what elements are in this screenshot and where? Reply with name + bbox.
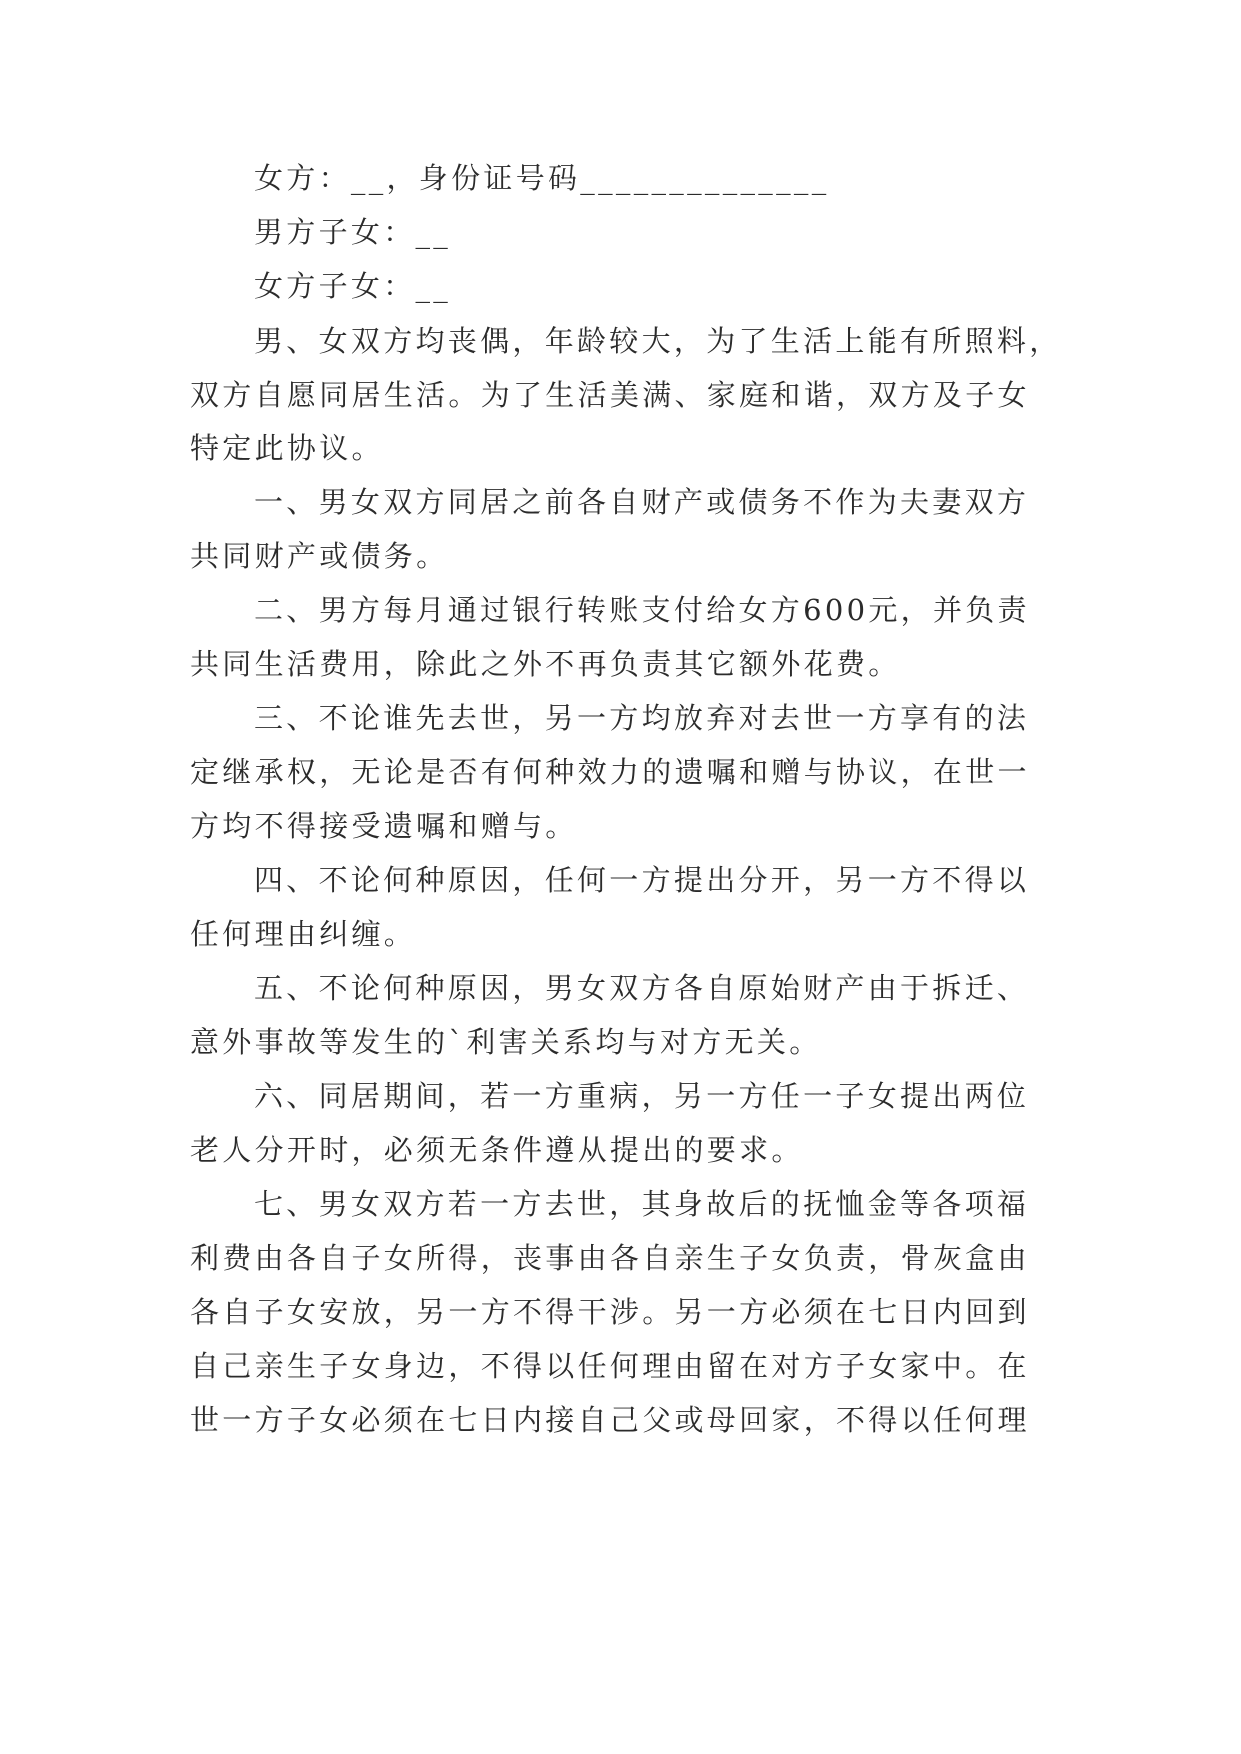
text-line-clause-4a: 四、不论何种原因，任何一方提出分开，另一方不得以 xyxy=(254,863,1030,897)
text-line-clause-3b: 定继承权，无论是否有何种效力的遗嘱和赠与协议，在世一 xyxy=(190,755,1030,789)
text-line-clause-2b: 共同生活费用，除此之外不再负责其它额外花费。 xyxy=(190,647,901,681)
text-line-clause-6a: 六、同居期间，若一方重病，另一方任一子女提出两位 xyxy=(254,1079,1030,1113)
text-line-clause-6b: 老人分开时，必须无条件遵从提出的要求。 xyxy=(190,1133,804,1167)
text-line-clause-7b: 利费由各自子女所得，丧事由各自亲生子女负责，骨灰盒由 xyxy=(190,1241,1030,1275)
text-line-clause-1b: 共同财产或债务。 xyxy=(190,539,449,573)
text-line-clause-4b: 任何理由纠缠。 xyxy=(190,917,417,951)
text-line-intro-2: 双方自愿同居生活。为了生活美满、家庭和谐，双方及子女 xyxy=(190,378,1030,412)
text-line-clause-3a: 三、不论谁先去世，另一方均放弃对去世一方享有的法 xyxy=(254,701,1030,735)
text-line-clause-7c: 各自子女安放，另一方不得干涉。另一方必须在七日内回到 xyxy=(190,1295,1030,1329)
text-line-clause-7a: 七、男女双方若一方去世，其身故后的抚恤金等各项福 xyxy=(254,1187,1030,1221)
text-line-intro-1: 男、女双方均丧偶，年龄较大，为了生活上能有所照料， xyxy=(254,324,1062,358)
text-line-clause-1a: 一、男女双方同居之前各自财产或债务不作为夫妻双方 xyxy=(254,485,1030,519)
text-line-intro-3: 特定此协议。 xyxy=(190,431,384,465)
text-line-clause-5a: 五、不论何种原因，男女双方各自原始财产由于拆迁、 xyxy=(254,971,1030,1005)
text-line-clause-7d: 自己亲生子女身边，不得以任何理由留在对方子女家中。在 xyxy=(190,1349,1030,1383)
text-line-female-children: 女方子女：__ xyxy=(254,269,452,303)
text-line-male-children: 男方子女：__ xyxy=(254,215,452,249)
text-line-clause-7e: 世一方子女必须在七日内接自己父或母回家，不得以任何理 xyxy=(190,1403,1030,1437)
text-line-clause-5b: 意外事故等发生的`利害关系均与对方无关。 xyxy=(190,1025,822,1059)
text-line-clause-3c: 方均不得接受遗嘱和赠与。 xyxy=(190,809,578,843)
text-line-clause-2a: 二、男方每月通过银行转账支付给女方600元，并负责 xyxy=(254,593,1030,627)
text-line-female-party: 女方：__，身份证号码______________ xyxy=(254,161,830,195)
